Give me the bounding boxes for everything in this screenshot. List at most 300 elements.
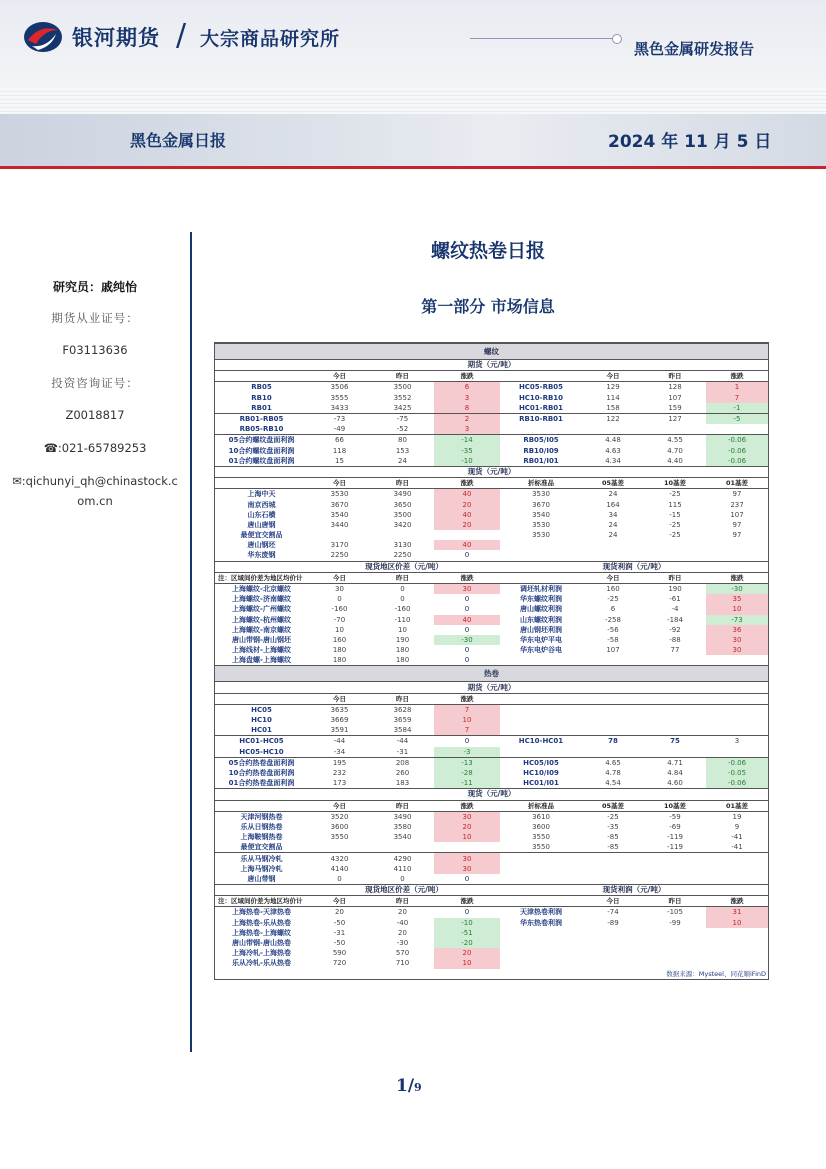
table-row	[215, 594, 768, 604]
table-cell: -160	[331, 605, 348, 614]
table-cell: 折标准品	[500, 800, 582, 811]
table-cell: 190	[395, 635, 410, 644]
table-cell: 3520	[330, 812, 349, 821]
table-row	[215, 874, 768, 885]
table-cell: 31	[706, 907, 768, 918]
table-cell	[500, 572, 582, 583]
table-cell: 4.78	[605, 769, 621, 778]
table-cell: -258	[605, 615, 621, 624]
table-cell: -89	[607, 918, 619, 927]
table-cell: 01合约热卷盘面利润	[228, 779, 295, 788]
table-cell: 今日	[582, 572, 644, 583]
table-cell: -99	[669, 918, 681, 927]
table-cell: 30	[434, 853, 500, 864]
table-cell	[500, 693, 582, 704]
table-cell: -75	[371, 413, 434, 424]
header-stripes	[0, 88, 826, 114]
table-cell	[500, 747, 582, 758]
galaxy-logo-icon	[22, 20, 64, 54]
table-cell: 昨日	[371, 693, 434, 704]
table-cell: 9	[734, 822, 740, 831]
table-cell: -14	[434, 435, 500, 446]
table-cell: -1	[706, 403, 768, 414]
table-cell	[644, 948, 706, 958]
table-row	[215, 530, 768, 540]
table-cell: 8	[434, 403, 500, 414]
table-cell: 期货（元/吨）	[215, 682, 768, 693]
table-cell: 0	[434, 736, 500, 747]
table-cell: 20	[434, 520, 500, 530]
table-cell: 40	[434, 510, 500, 520]
table-cell: 唐山钢坯	[247, 541, 276, 550]
table-cell	[644, 715, 706, 725]
table-cell: 97	[732, 520, 742, 529]
table-cell: 涨跌	[434, 896, 500, 907]
table-cell	[706, 864, 768, 874]
table-cell: -13	[434, 757, 500, 768]
table-cell: 上海螺纹-广州螺纹	[232, 605, 291, 614]
table-cell: 107	[606, 646, 620, 655]
table-cell: 590	[332, 949, 347, 958]
table-cell: -25	[607, 812, 619, 821]
table-cell: 昨日	[371, 478, 434, 489]
table-cell: 30	[434, 864, 500, 874]
table-cell: 3	[434, 393, 500, 403]
table-cell: 0	[337, 595, 342, 604]
table-cell	[582, 704, 644, 715]
table-cell: RB10-RB01	[500, 413, 582, 424]
table-cell: 3580	[393, 822, 412, 831]
table-cell: 77	[670, 646, 680, 655]
table-cell: 4.34	[605, 456, 621, 465]
table-cell: -31	[333, 928, 346, 937]
table-row	[215, 768, 768, 778]
table-cell: 10	[706, 604, 768, 614]
table-cell	[582, 938, 644, 948]
table-cell: 3552	[393, 393, 412, 402]
table-cell: -41	[731, 833, 743, 842]
table-row	[215, 456, 768, 467]
table-cell: RB05/I05	[500, 435, 582, 446]
table-row	[215, 435, 768, 446]
table-cell: 注：区域间价差为地区均价计	[215, 572, 308, 583]
table-cell: 0	[400, 585, 405, 594]
table-row	[215, 907, 768, 918]
table-cell: 华东电炉平电	[520, 635, 562, 644]
table-cell: 4140	[330, 864, 349, 873]
table-cell: 3440	[330, 520, 349, 529]
table-cell: 30	[434, 811, 500, 822]
table-cell: -160	[394, 605, 411, 614]
table-cell: 6	[610, 605, 616, 614]
table-cell: 34	[608, 510, 618, 519]
page-total: 9	[414, 1081, 422, 1094]
table-cell: 山东石横	[247, 510, 276, 519]
table-cell: 24	[608, 490, 618, 499]
table-cell: 97	[732, 490, 742, 499]
table-cell: 山东螺纹利润	[520, 615, 562, 624]
table-cell: -85	[607, 833, 619, 842]
table-cell: -51	[434, 928, 500, 938]
table-cell	[500, 896, 582, 907]
table-cell	[582, 747, 644, 758]
table-cell: 107	[668, 393, 682, 402]
table-cell: 122	[582, 413, 644, 424]
table-cell: -10	[434, 456, 500, 467]
table-cell: 涨跌	[706, 572, 768, 583]
table-cell: 4.71	[644, 757, 706, 768]
table-cell	[582, 424, 644, 435]
table-cell: 今日	[582, 896, 644, 907]
table-row	[215, 403, 768, 414]
table-cell: 今日	[308, 572, 371, 583]
table-cell: -5	[706, 413, 768, 424]
table-cell: 3425	[393, 403, 412, 412]
table-cell: 115	[668, 500, 682, 509]
table-cell: HC05	[251, 705, 272, 714]
table-cell	[644, 550, 706, 561]
table-cell: 20	[398, 928, 407, 937]
table-row	[215, 645, 768, 655]
table-cell: 05合约螺纹盘面利润	[215, 435, 308, 446]
table-cell: 涨跌	[434, 478, 500, 489]
table-cell: 涨跌	[434, 572, 500, 583]
table-cell: HC01	[251, 726, 272, 735]
table-cell: 4.65	[582, 757, 644, 768]
table-cell: RB01	[251, 403, 272, 412]
table-cell: 注：区域间价差为地区均价计	[215, 896, 308, 907]
table-cell: 30	[335, 585, 344, 594]
table-cell: 208	[371, 757, 434, 768]
table-cell: 上海盘螺-上海螺纹	[232, 656, 291, 665]
table-cell	[500, 938, 582, 948]
table-cell: RB05-RB10	[239, 425, 284, 434]
table-row	[215, 360, 768, 371]
table-cell: 4.55	[644, 435, 706, 446]
table-cell: HC05-HC10	[239, 747, 284, 756]
table-cell	[582, 655, 644, 666]
table-cell: 唐山带钢-唐山钢坯	[232, 635, 291, 644]
qualification-label: 期货从业证号：	[51, 311, 139, 325]
page-number	[396, 1076, 422, 1096]
table-cell	[500, 864, 582, 874]
table-cell: -119	[667, 843, 683, 852]
table-cell: 0	[464, 551, 470, 560]
table-cell	[644, 958, 706, 968]
table-cell: 114	[606, 393, 620, 402]
table-cell: -28	[434, 768, 500, 778]
table-cell: 10合约热卷盘面利润	[228, 769, 295, 778]
table-cell: 4.60	[667, 779, 683, 788]
table-cell: 现货（元/吨）	[215, 466, 768, 477]
table-cell: 158	[606, 403, 620, 412]
table-cell: 昨日	[371, 896, 434, 907]
table-cell	[706, 853, 768, 864]
table-cell: -52	[396, 425, 409, 434]
table-cell	[644, 424, 706, 435]
table-row	[215, 466, 768, 477]
table-cell: -0.05	[706, 768, 768, 778]
table-cell: 80	[371, 435, 434, 446]
table-cell: 3	[706, 736, 768, 747]
table-cell: 天津河钢热卷	[240, 812, 283, 821]
table-cell	[215, 561, 308, 572]
table-cell: HC05/I05	[500, 757, 582, 768]
table-cell: 3530	[330, 490, 349, 499]
table-cell	[215, 478, 308, 489]
table-cell: -25	[669, 520, 681, 529]
table-cell: 20	[335, 908, 344, 917]
table-cell	[706, 874, 768, 885]
table-cell: 0	[337, 874, 342, 883]
table-cell: -0.06	[706, 778, 768, 789]
table-cell: -31	[396, 747, 409, 756]
table-cell: 4.70	[667, 446, 683, 455]
table-cell: 3530	[532, 531, 550, 540]
table-cell: -59	[669, 812, 681, 821]
table-cell: 3610	[532, 812, 550, 821]
table-cell: 2250	[393, 551, 412, 560]
title-red-line	[0, 166, 826, 169]
table-cell: 调坯轧材利润	[520, 585, 562, 594]
table-cell: 153	[395, 446, 410, 455]
table-cell: -0.06	[706, 757, 768, 768]
table-cell: -41	[731, 843, 743, 852]
table-cell	[215, 885, 308, 896]
table-cell: 3540	[532, 510, 550, 519]
table-cell: 195	[308, 757, 371, 768]
table-row	[215, 853, 768, 864]
table-row	[215, 928, 768, 938]
table-cell	[706, 540, 768, 550]
table-cell	[371, 530, 434, 540]
table-row	[215, 604, 768, 614]
table-cell: 乐从日钢热卷	[240, 822, 283, 831]
table-cell	[500, 874, 582, 885]
table-row	[215, 655, 768, 666]
table-cell: 今日	[308, 800, 371, 811]
table-cell: 3669	[330, 716, 349, 725]
header-rule	[470, 38, 614, 39]
table-cell: 3500	[393, 383, 412, 392]
table-cell: 24	[608, 520, 618, 529]
table-row	[215, 371, 768, 382]
table-cell	[215, 371, 308, 382]
table-cell: 30	[706, 635, 768, 645]
table-cell: 上海中天	[247, 490, 276, 499]
table-row	[215, 393, 768, 403]
table-row	[215, 682, 768, 693]
table-cell: 20	[434, 822, 500, 832]
report-type: 黑色金属研发报告	[634, 40, 755, 58]
table-cell	[500, 704, 582, 715]
table-cell: 今日	[308, 478, 371, 489]
table-cell: 现货利润（元/吨）	[500, 561, 768, 572]
table-cell: HC01/I01	[523, 779, 559, 788]
table-cell	[644, 874, 706, 885]
table-cell: HC05-RB05	[518, 383, 564, 392]
table-cell: 05合约热卷盘面利润	[215, 757, 308, 768]
table-cell: 3550	[532, 833, 550, 842]
table-cell: 0	[464, 656, 470, 665]
table-cell	[308, 842, 371, 853]
table-cell: 107	[730, 510, 744, 519]
table-cell: 3530	[532, 490, 550, 499]
table-cell: 24	[398, 456, 407, 465]
table-cell: 涨跌	[434, 693, 500, 704]
table-cell	[706, 704, 768, 715]
table-row	[215, 446, 768, 456]
table-cell: 01基差	[706, 478, 768, 489]
table-row	[215, 478, 768, 489]
table-cell	[500, 725, 582, 736]
table-cell: 上海热卷-上海螺纹	[232, 928, 291, 937]
table-row	[215, 540, 768, 550]
table-cell	[582, 874, 644, 885]
table-cell: 3490	[393, 490, 412, 499]
table-cell: 10	[434, 715, 500, 725]
table-cell: 710	[395, 959, 410, 968]
table-cell: 2	[434, 413, 500, 424]
table-cell: -0.06	[706, 446, 768, 456]
table-cell: -49	[333, 425, 346, 434]
table-row	[215, 811, 768, 822]
table-cell: -10	[434, 918, 500, 928]
table-cell: 10基差	[644, 800, 706, 811]
table-cell: 昨日	[644, 896, 706, 907]
table-cell: 今日	[308, 693, 371, 704]
table-cell: 10基差	[644, 478, 706, 489]
table-cell: -25	[669, 490, 681, 499]
table-cell: 上海线材-上海螺纹	[232, 646, 291, 655]
table-cell: -69	[669, 822, 681, 831]
table-cell: 3130	[393, 541, 412, 550]
table-cell	[582, 928, 644, 938]
table-cell: 164	[606, 500, 620, 509]
table-cell: 0	[464, 874, 470, 883]
table-row	[215, 725, 768, 736]
table-row	[215, 918, 768, 928]
table-cell: 昨日	[644, 371, 706, 382]
table-cell: -30	[396, 939, 409, 948]
table-cell: 3530	[532, 520, 550, 529]
table-cell: 129	[606, 383, 620, 392]
table-cell: 7	[706, 393, 768, 403]
table-cell: -50	[333, 939, 346, 948]
table-cell: HC10/I09	[523, 769, 559, 778]
table-cell: 最便宜交割品	[240, 843, 283, 852]
table-cell: 260	[395, 769, 410, 778]
table-cell: 现货（元/吨）	[215, 789, 768, 800]
table-cell: 118	[332, 446, 347, 455]
table-cell: 乐从冷轧-乐从热卷	[232, 959, 291, 968]
table-row	[215, 499, 768, 509]
table-row	[215, 789, 768, 800]
table-cell: 190	[668, 585, 682, 594]
table-cell: -44	[308, 736, 371, 747]
table-cell: 上海马钢冷轧	[240, 864, 283, 873]
table-cell: 0	[400, 595, 405, 604]
table-cell: -88	[669, 635, 681, 644]
table-cell: 上海热卷-天津热卷	[232, 908, 291, 917]
table-cell: 01合约螺纹盘面利润	[228, 456, 295, 465]
table-row	[215, 625, 768, 635]
table-row	[215, 822, 768, 832]
table-cell	[434, 842, 500, 853]
table-cell: 180	[395, 656, 410, 665]
table-cell: 4.40	[667, 456, 683, 465]
consult-label: 投资咨询证号：	[51, 376, 139, 390]
table-cell: 30	[434, 583, 500, 594]
table-cell: -74	[607, 908, 619, 917]
table-cell: 期货（元/吨）	[215, 360, 768, 371]
table-cell	[500, 715, 582, 725]
table-cell	[706, 725, 768, 736]
table-row	[215, 747, 768, 758]
table-cell: 唐山螺纹利润	[520, 605, 562, 614]
table-cell: 40	[434, 489, 500, 500]
table-cell: 127	[644, 413, 706, 424]
table-cell: 0	[464, 595, 470, 604]
table-cell	[582, 550, 644, 561]
table-cell: 涨跌	[706, 371, 768, 382]
table-cell	[706, 693, 768, 704]
table-cell: 今日	[582, 371, 644, 382]
table-cell: 183	[395, 779, 410, 788]
table-cell	[500, 424, 582, 435]
email-line-2[interactable]: om.cn	[77, 494, 113, 508]
table-cell	[500, 655, 582, 666]
table-cell: 3670	[532, 500, 550, 509]
table-cell: 4.54	[605, 779, 621, 788]
table-cell: 40	[434, 540, 500, 550]
email-line-1[interactable]: ✉:qichunyi_qh@chinastock.c	[12, 474, 178, 488]
table-cell: -184	[667, 615, 683, 624]
table-cell: 4110	[393, 864, 412, 873]
table-cell: 3540	[330, 510, 349, 519]
table-cell: 4290	[371, 853, 434, 864]
part-title: 第一部分 市场信息	[421, 297, 555, 316]
table-cell: 3550	[330, 833, 349, 842]
table-cell	[644, 938, 706, 948]
table-cell	[644, 704, 706, 715]
table-cell: 05基差	[582, 478, 644, 489]
table-cell: 232	[332, 769, 347, 778]
table-cell: 乐从马钢冷轧	[215, 853, 308, 864]
table-cell: 今日	[308, 371, 371, 382]
consult-number: Z0018817	[65, 408, 125, 422]
table-row	[215, 896, 768, 907]
table-cell: -35	[434, 446, 500, 456]
table-cell: -30	[434, 635, 500, 645]
table-cell: HC10-RB10	[518, 393, 564, 402]
table-cell: 0	[464, 908, 470, 917]
table-cell: 2250	[330, 551, 349, 560]
header-dot	[612, 34, 622, 44]
table-cell	[371, 842, 434, 853]
table-cell: -119	[667, 833, 683, 842]
table-row	[215, 424, 768, 435]
table-cell: 40	[434, 615, 500, 625]
table-cell: 3433	[330, 403, 349, 412]
table-cell: 3420	[393, 520, 412, 529]
table-cell: 01基差	[706, 800, 768, 811]
table-cell: 上海螺纹-南京螺纹	[232, 625, 291, 634]
table-row	[215, 382, 768, 393]
table-cell: 唐山带钢-唐山热卷	[232, 939, 291, 948]
table-cell: HC10-HC01	[500, 736, 582, 747]
table-cell: 0	[464, 625, 470, 634]
